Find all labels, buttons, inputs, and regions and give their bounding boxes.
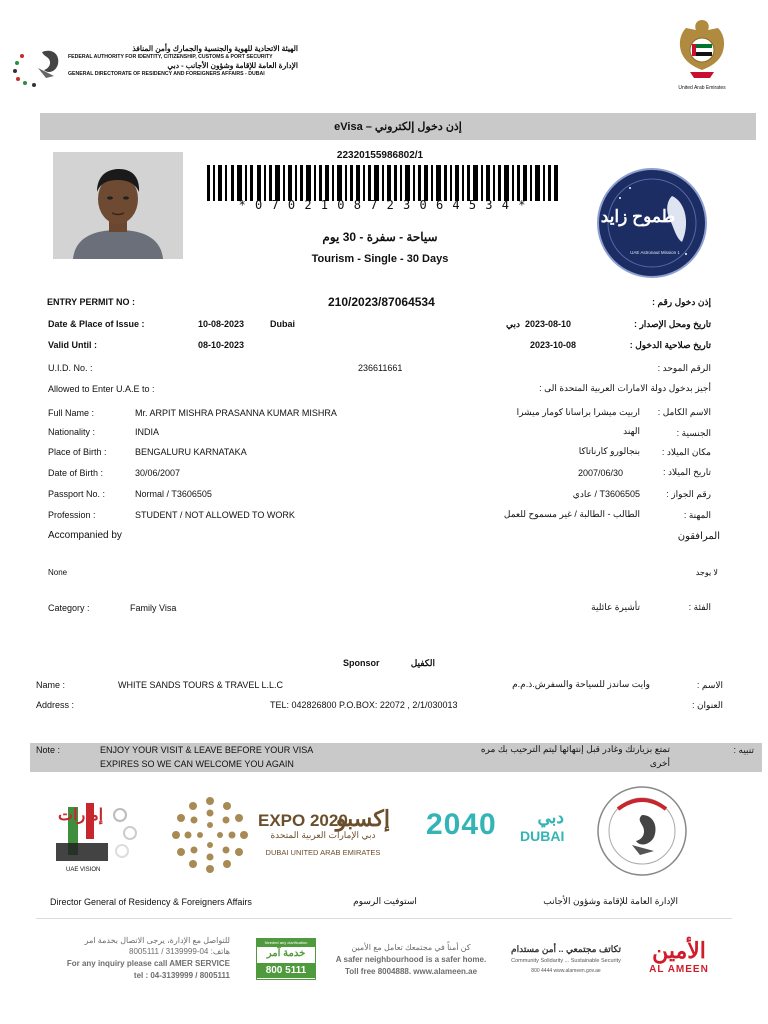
place-of-birth-label-ar: مكان الميلاد : [661,447,711,457]
alameen-logo-ar: الأمين [652,938,706,963]
solidarity-contact: 800 4444 www.alameen.gov.ae [531,968,601,974]
dubai-2040-logo: 2040 [426,808,497,841]
authority-name-ar: الهيئة الاتحادية للهوية والجنسية والجمارك وأمن المنافذ [132,44,298,53]
amer-top-band: Needed any clarification [257,939,315,947]
evisa-title-bar [40,113,756,140]
place-of-birth-label: Place of Birth : [48,447,107,457]
visa-type-en: Tourism - Single - 30 Days [311,253,449,265]
uid-label: U.I.D. No. : [48,363,93,373]
amer-ar: خدمة آمر [266,948,306,959]
community-ar: كن أمناً في مجتمعك تعامل مع الأمين [351,943,471,952]
date-of-birth-value: 30/06/2007 [135,468,181,478]
sponsor-address-label-ar: العنوان : [691,700,723,710]
fees-paid-ar: استوفيت الرسوم [353,896,417,906]
sponsor-name-label-ar: الاسم : [696,680,723,690]
seal-text-ar: طموح زايد [600,207,676,226]
valid-label-ar: تاريخ صلاحية الدخول : [629,340,711,350]
nationality-value-ar: الهند [623,426,640,436]
contact-ar-1: للتواصل مع الإدارة، يرجى الاتصال بخدمة امر [84,936,230,945]
sponsor-address-label: Address : [36,700,75,710]
sponsor-name-value-ar: وايت ساندز للسياحة والسفرش.ذ.م.م [512,679,650,689]
uid-value: 236611661 [358,363,403,373]
contact-ar-2: هاتف: 04-3139999 / 8005111 [129,947,230,956]
authority-name-en: FEDERAL AUTHORITY FOR IDENTITY, CITIZENSHIP, CUSTOMS & PORT SECURITY [68,54,273,60]
expo-2020-emblem [170,795,250,875]
sponsor-heading-ar: الكفيل [410,658,435,668]
solidarity-ar: تكاتف مجتمعي .. أمن مستدام [511,944,621,954]
evisa-title: eVisa – إذن دخول إلكتروني [334,121,462,133]
community-en-1: A safer neighbourhood is a safer home. [335,955,487,964]
sponsor-name-value: WHITE SANDS TOURS & TRAVEL L.L.C [118,680,284,690]
alameen-logo-en: AL AMEEN [649,964,709,975]
category-label: Category : [48,603,90,613]
profession-value-ar: الطالب - الطالبة / غير مسموح للعمل [503,509,640,519]
category-label-ar: الفئة : [688,602,711,612]
note-label-ar: تنبيه : [733,745,754,755]
gdrfa-logo [8,42,66,88]
nationality-label-ar: الجنسية : [676,428,711,438]
dubai-2040-ar: دبي [537,808,564,827]
sponsor-name-label: Name : [36,680,66,690]
uae-vision-logo [48,795,146,880]
uid-label-ar: الرقم الموحد : [657,363,711,373]
note-label: Note : [36,745,61,755]
issue-place: Dubai [270,319,296,329]
profession-label-ar: المهنة : [683,510,711,520]
entry-permit-label-ar: إذن دخول رقم : [651,297,711,307]
full-name-value: Mr. ARPIT MISHRA PRASANNA KUMAR MISHRA [135,408,337,418]
issue-label-ar: تاريخ ومحل الإصدار : [633,319,711,329]
date-of-birth-label-ar: تاريخ الميلاد : [663,467,711,477]
allowed-label: Allowed to Enter U.A.E to : [48,384,155,394]
uae-vision-caption: UAE VISION [66,867,101,873]
issue-place-ar: دبي [505,319,520,329]
amer-number: 800 5111 [257,963,315,978]
barcode-number: 22320155986802/1 [336,150,424,161]
note-text-ar-1: تمتع بزيارتك وغادر قبل إنتهائها ليتم الترحيب بك مره [480,744,670,754]
nationality-label: Nationality : [48,427,96,437]
expo-2020-text-ar: إكسبو [335,806,390,831]
sponsor-address-value: TEL: 042826800 P.O.BOX: 22072 , 2/1/030013 [270,700,458,710]
date-of-birth-value-ar: 2007/06/30 [578,468,624,478]
contact-en-2: tel : 04-3139999 / 8005111 [133,971,230,980]
allowed-label-ar: أجيز بدخول دولة الامارات العربية المتحدة الى : [539,383,711,393]
accompanied-label: Accompanied by [48,530,122,541]
accompanied-label-ar: المرافقون [677,531,720,542]
applicant-photo [53,152,183,259]
passport-value: Normal / T3606505 [135,489,212,499]
profession-value: STUDENT / NOT ALLOWED TO WORK [135,510,295,520]
passport-label: Passport No. : [48,489,106,499]
passport-label-ar: رقم الجواز : [666,489,711,499]
directorate-name-en: GENERAL DIRECTORATE OF RESIDENCY AND FOREIGNERS AFFAIRS - DUBAI [68,71,265,77]
entry-permit-label: ENTRY PERMIT NO : [47,297,136,307]
note-line-2: EXPIRES SO WE CAN WELCOME YOU AGAIN [100,759,294,769]
uae-caption: United Arab Emirates [678,85,726,91]
visa-type-ar: سياحة - سفرة - 30 يوم [322,230,438,244]
expo-sub-en: DUBAI UNITED ARAB EMIRATES [265,848,381,857]
directorate-signature-ar: الإدارة العامة للإقامة وشؤون الأجانب [543,896,678,906]
barcode [205,165,560,201]
issue-date: 10-08-2023 [198,319,245,329]
date-of-birth-label: Date of Birth : [48,468,104,478]
passport-value-ar: T3606505 / عادي [572,489,640,499]
directorate-name-ar: الإدارة العامة للإقامة وشؤون الأجانب - دبي [167,61,298,70]
uae-emblem [672,14,732,84]
full-name-value-ar: اربيت ميشرا براسانا كومار ميشرا [516,407,640,417]
community-en-2: Toll free 8004888. www.alameen.ae [344,967,478,976]
footer-divider [36,918,732,919]
category-value: Family Visa [130,603,177,613]
nationality-value: INDIA [135,427,160,437]
accompanied-value: None [48,568,68,577]
full-name-label-ar: الاسم الكامل : [657,407,711,417]
category-value-ar: تأشيرة عائلية [591,602,640,612]
note-line-1: ENJOY YOUR VISIT & LEAVE BEFORE YOUR VISA [100,745,314,755]
valid-label: Valid Until : [48,340,98,350]
place-of-birth-value-ar: بنجالورو كارناتاكا [578,446,640,456]
issue-label: Date & Place of Issue : [48,319,145,329]
amer-service-logo [256,938,316,980]
barcode-digits: * 0 7 0 2 1 0 8 7 2 3 0 6 4 5 3 4 * [238,198,527,212]
expo-sub-ar: دبي الإمارات العربية المتحدة [270,830,376,840]
authority-text-block [68,44,298,78]
profession-label: Profession : [48,510,96,520]
gdrfa-round-seal [596,785,688,877]
accompanied-value-ar: لا يوجد [695,568,718,577]
full-name-label: Full Name : [48,408,95,418]
expo-2020-text: EXPO 2020 [258,811,348,830]
director-general-title: Director General of Residency & Foreigners Affairs [50,897,252,907]
note-bar [30,743,762,772]
uae-vision-ar: إمارات [58,807,104,824]
issue-date-ar: 2023-08-10 [525,319,572,329]
solidarity-en: Community Solidarity ... Sustainable Security [511,958,621,964]
place-of-birth-value: BENGALURU KARNATAKA [135,447,247,457]
note-text-ar-2: أخرى [649,758,670,768]
valid-value-ar: 2023-10-08 [530,340,577,350]
entry-permit-value: 210/2023/87064534 [328,295,435,309]
valid-value: 08-10-2023 [198,340,245,350]
dubai-2040-en: DUBAI [520,828,565,844]
contact-en-1: For any inquiry please call AMER SERVICE [66,959,230,968]
seal-ring-text: UAE Astronaut Mission 1 [630,250,680,255]
sponsor-heading: Sponsor [343,658,380,668]
